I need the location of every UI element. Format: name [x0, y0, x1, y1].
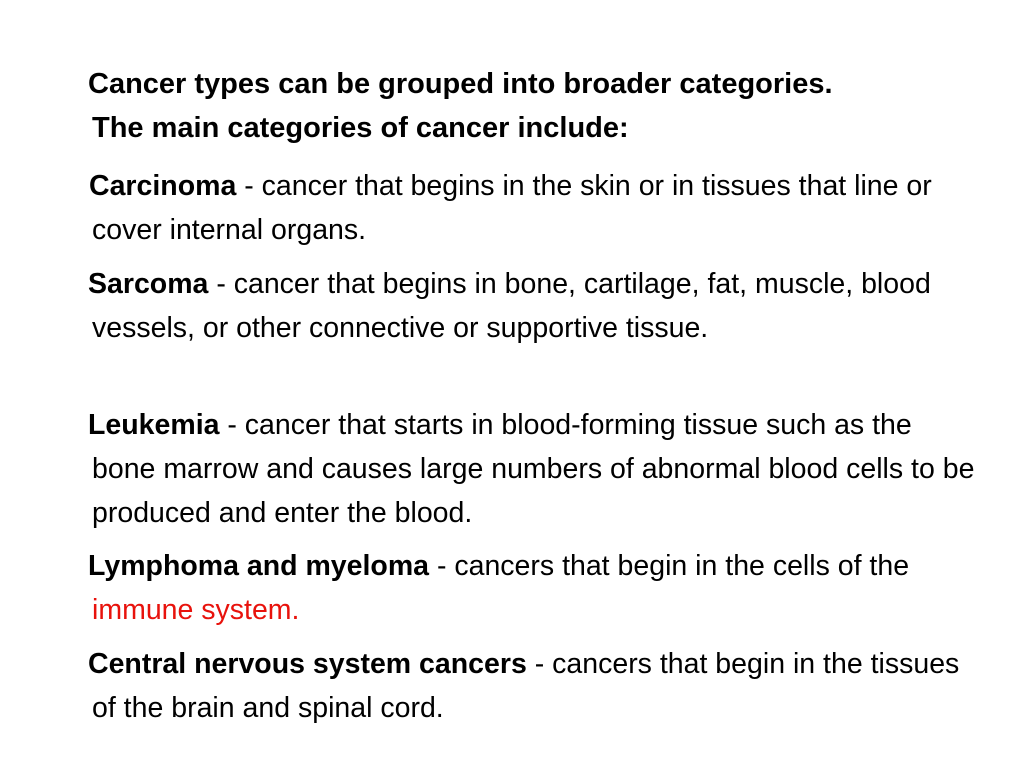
category-term: Sarcoma	[88, 268, 209, 300]
category-term: Central nervous system cancers	[88, 648, 527, 680]
category-cns-cancers	[88, 642, 982, 730]
category-sarcoma	[88, 262, 982, 350]
category-description: - cancer that starts in blood-forming tissue such as the bone marrow and causes large numbers of abnormal blood cells to be produced and enter the blood.	[92, 409, 975, 529]
category-description: - cancer that begins in bone, cartilage, fat, muscle, blood vessels, or other connective or supportive tissue.	[92, 268, 931, 344]
category-lymphoma-myeloma	[88, 544, 982, 632]
intro-line-1: Cancer types can be grouped into broader categories.	[88, 68, 833, 100]
category-term: Lymphoma and myeloma	[88, 550, 430, 582]
category-description: - cancers that begin in the tissues of the brain and spinal cord.	[92, 648, 960, 724]
intro-heading	[88, 62, 988, 150]
category-term: Leukemia	[88, 409, 220, 441]
highlighted-text: immune system.	[92, 594, 300, 626]
category-carcinoma	[89, 164, 982, 252]
intro-line-2: The main categories of cancer include:	[92, 112, 629, 144]
category-description: - cancer that begins in the skin or in tissues that line or cover internal organs.	[92, 170, 932, 246]
category-leukemia	[88, 403, 982, 535]
category-term: Carcinoma	[89, 170, 237, 202]
category-description: - cancers that begin in the cells of the	[429, 550, 910, 582]
